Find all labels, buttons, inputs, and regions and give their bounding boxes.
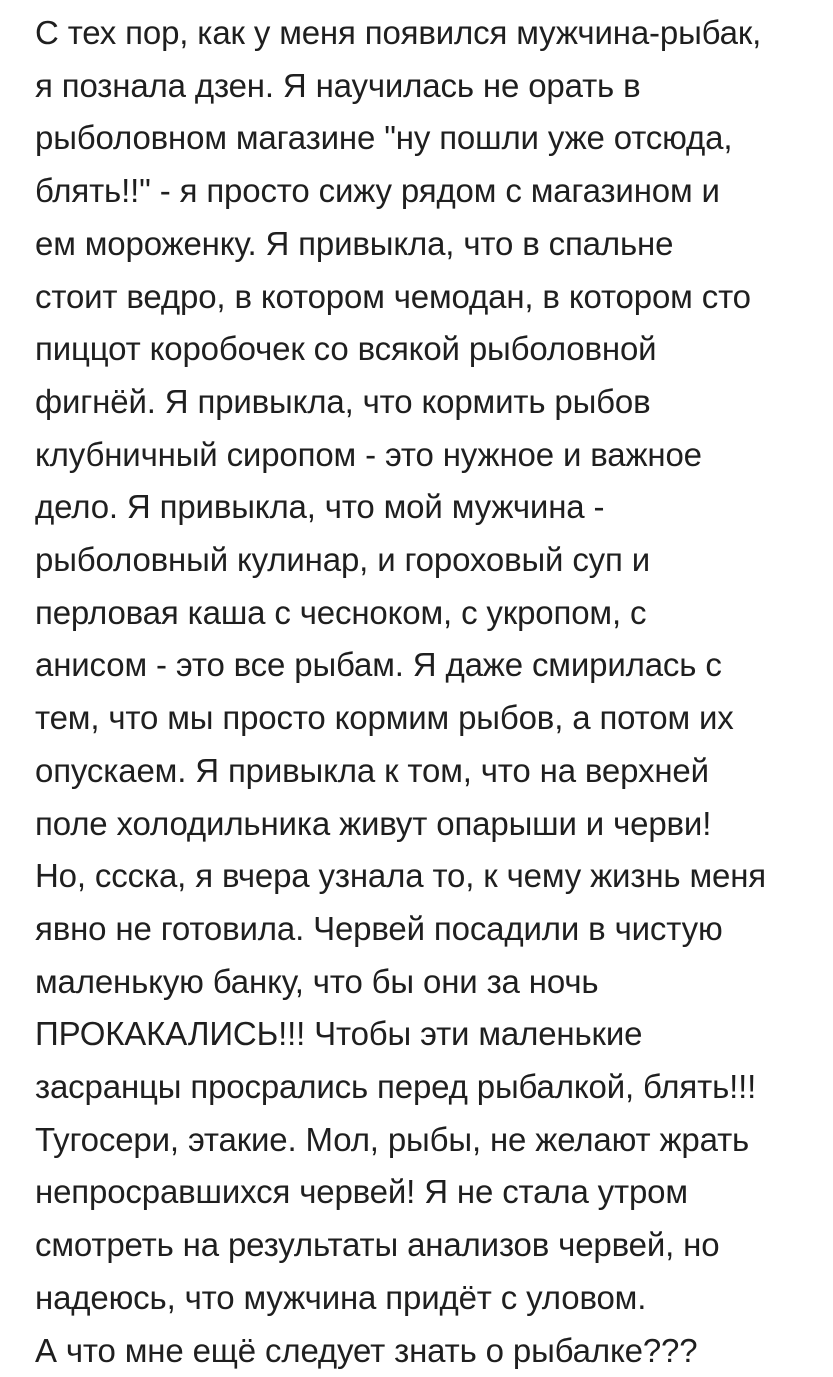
text-line: засранцы просрались перед рыбалкой, блять!!!: [35, 1068, 757, 1106]
text-line: фигнёй. Я привыкла, что кормить рыбов: [35, 382, 651, 420]
text-line: маленькую банку, что бы они за ночь: [35, 962, 599, 1000]
text-line: смотреть на результаты анализов червей, но: [35, 1226, 720, 1264]
text-line: рыболовном магазине "ну пошли уже отсюда,: [35, 119, 733, 157]
text-line: Но, ссска, я вчера узнала то, к чему жизнь меня: [35, 857, 766, 895]
text-line: А что мне ещё следует знать о рыбалке???: [35, 1331, 698, 1369]
text-line: я познала дзен. Я научилась не орать в: [35, 66, 641, 104]
text-line: непросравшихся червей! Я не стала утром: [35, 1173, 688, 1211]
text-line: анисом - это все рыбам. Я даже смирилась с: [35, 646, 722, 684]
text-line: дело. Я привыкла, что мой мужчина -: [35, 488, 605, 526]
text-line: поле холодильника живут опарыши и черви!: [35, 804, 712, 842]
text-line: опускаем. Я привыкла к том, что на верхней: [35, 751, 709, 789]
text-line: ПРОКАКАЛИСЬ!!! Чтобы эти маленькие: [35, 1015, 643, 1053]
text-line: клубничный сиропом - это нужное и важное: [35, 435, 702, 473]
post-text: [35, 0, 805, 1377]
text-line: перловая каша с чесноком, с укропом, с: [35, 593, 647, 631]
text-line: явно не готовила. Червей посадили в чистую: [35, 909, 723, 947]
text-line: рыболовный кулинар, и гороховый суп и: [35, 541, 651, 579]
text-line: надеюсь, что мужчина придёт с уловом.: [35, 1278, 647, 1316]
text-line: С тех пор, как у меня появился мужчина-рыбак,: [35, 14, 762, 51]
text-line: пиццот коробочек со всякой рыболовной: [35, 330, 657, 368]
text-line: блять!!" - я просто сижу рядом с магазином и: [35, 172, 720, 210]
text-line: ем мороженку. Я привыкла, что в спальне: [35, 224, 674, 262]
text-line: Тугосери, этакие. Мол, рыбы, не желают жрать: [35, 1120, 750, 1158]
text-line: тем, что мы просто кормим рыбов, а потом их: [35, 699, 734, 737]
text-line: стоит ведро, в котором чемодан, в котором сто: [35, 277, 751, 315]
